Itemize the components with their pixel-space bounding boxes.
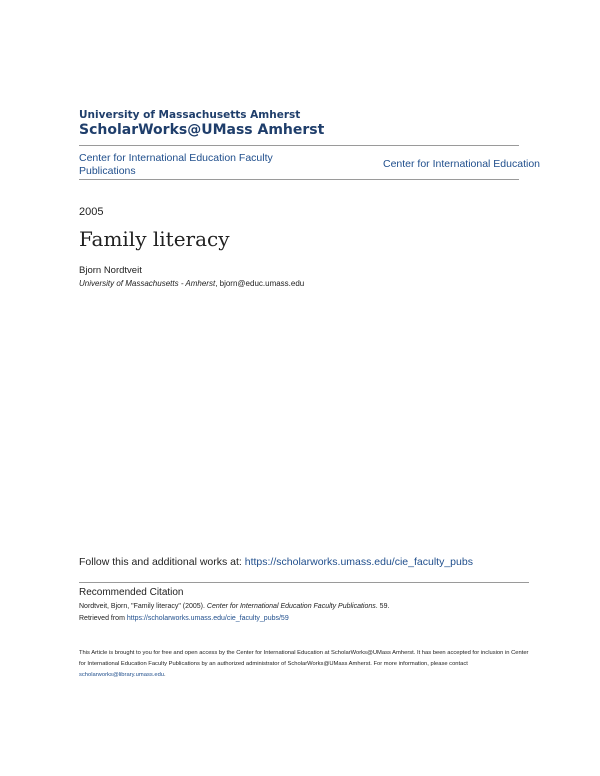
citation-text: [79, 603, 389, 610]
follow-line: [79, 556, 473, 568]
faculty-publications-link[interactable]: Center for International Education Faculty Publications: [79, 152, 273, 177]
affiliation-text: University of Massachusetts - Amherst: [79, 279, 216, 288]
notice-end: .: [164, 672, 166, 678]
author-affiliation: [79, 279, 304, 288]
recommended-citation-heading: Recommended Citation: [79, 587, 184, 598]
citation-end: . 59.: [375, 603, 390, 610]
publication-year: 2005: [79, 206, 104, 218]
author-name: Bjorn Nordtveit: [79, 265, 142, 276]
citation-journal: Center for International Education Faculty Publications: [206, 603, 376, 610]
citation-retrieved: [79, 615, 289, 622]
notice-text: This Article is brought to you for free and open access by the Center for International Education at ScholarWorks@UMass Amherst. It has been accepted for inclusion in Center for International Education Faculty Publications by an authorized administrator of ScholarWorks@UMass Amherst. For more information, please contact: [79, 650, 529, 667]
contact-email-link[interactable]: scholarworks@library.umass.edu: [79, 672, 165, 678]
collection-divider: [79, 179, 519, 180]
collection-url-link[interactable]: https://scholarworks.umass.edu/cie_faculty_pubs: [244, 556, 473, 568]
citation-start: Nordtveit, Bjorn, "Family literacy" (2005).: [79, 603, 207, 610]
top-divider: [79, 145, 519, 146]
article-url-link[interactable]: https://scholarworks.umass.edu/cie_faculty_pubs/59: [126, 615, 289, 622]
citation-divider: [79, 582, 529, 583]
repository-name[interactable]: ScholarWorks@UMass Amherst: [79, 122, 325, 138]
retrieved-prefix: Retrieved from: [79, 615, 127, 622]
access-notice: [79, 648, 529, 681]
author-email: , bjorn@educ.umass.edu: [215, 279, 305, 288]
follow-prefix: Follow this and additional works at:: [79, 556, 245, 568]
university-name[interactable]: University of Massachusetts Amherst: [79, 109, 301, 121]
center-link[interactable]: Center for International Education: [382, 158, 540, 170]
article-title: Family literacy: [79, 227, 230, 251]
